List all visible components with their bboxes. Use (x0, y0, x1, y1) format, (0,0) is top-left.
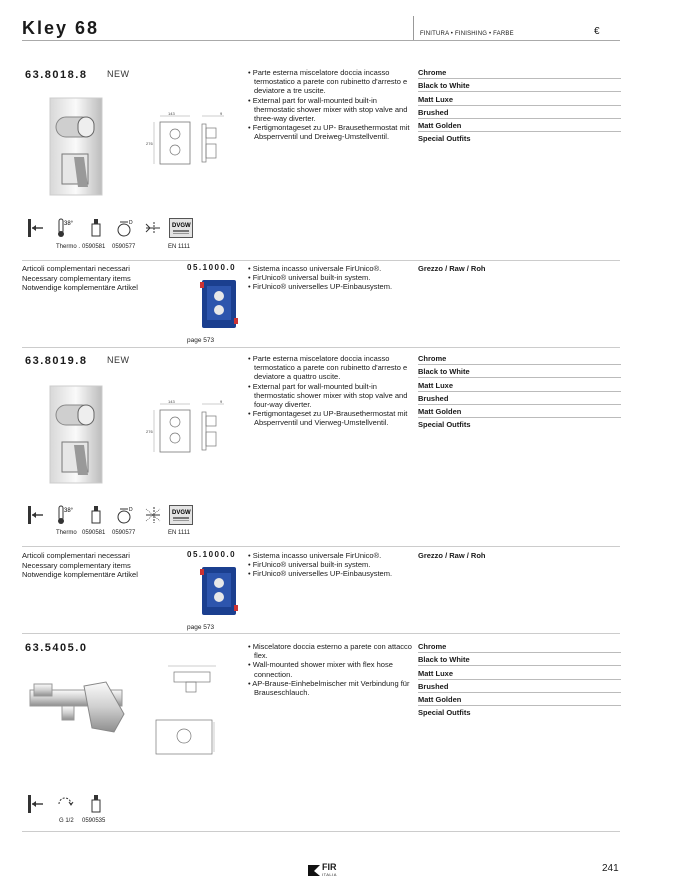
complementary-desc-de: • FirUnico® universelles UP-Einbausystem. (248, 282, 393, 292)
finish-item: Black to White (418, 80, 621, 92)
diverter-icon (116, 218, 134, 238)
complementary-label-it: Articoli complementari necessari (22, 551, 130, 560)
complementary-labels (22, 551, 138, 580)
finish-item: Special Outfits (418, 708, 471, 718)
svg-text:DVGW: DVGW (172, 510, 191, 516)
finish-item: Chrome (418, 67, 621, 79)
svg-text:38°: 38° (64, 508, 74, 514)
complementary-label-it: Articoli complementari necessari (22, 264, 130, 273)
fir-logo-icon (307, 863, 321, 877)
page-reference: page 573 (187, 337, 215, 344)
description-it: • Parte esterna miscelatore doccia incasso termostatico a parete con rubinetto d'arresto e deviatore a quattro uscite. (248, 354, 408, 382)
finish-item: Matt Golden (418, 694, 621, 706)
dvgw-certification-icon (169, 505, 193, 525)
page-title: Kley 68 (22, 18, 100, 38)
complementary-desc-en: • FirUnico® universal built-in system. (248, 273, 371, 283)
firunico-box-image (200, 278, 238, 330)
thermo-label: Thermo . (56, 244, 81, 250)
new-badge: NEW (107, 355, 130, 365)
product-image-thermostat-4way (48, 385, 104, 485)
description-de: • AP-Brause-Einhebelmischer mit Verbindung für Brauseschlauch. (248, 678, 410, 698)
dim-height: 276 (146, 429, 153, 434)
product-code: 63.8019.8 (25, 355, 88, 367)
norm-label: EN 1111 (168, 244, 191, 250)
new-badge: NEW (107, 69, 130, 79)
description-en: • External part for wall-mounted built-in thermostatic shower mixer with stop valve and four-way diverter. (248, 381, 408, 410)
finish-item: Black to White (418, 654, 621, 666)
description-it: • Miscelatore doccia esterno a parete con attacco flex. (248, 642, 412, 661)
description-en: • External part for wall-mounted built-in thermostatic shower mixer with stop valve and three-way diverter. (248, 95, 408, 124)
accessory-code: 0590577 (112, 244, 136, 250)
norm-label: EN 1111 (168, 530, 191, 536)
complementary-finish: Grezzo / Raw / Roh (418, 264, 486, 273)
cartridge-icon (87, 505, 105, 525)
product-image-thermostat-3way (48, 97, 104, 197)
page-number: 241 (602, 863, 619, 874)
dim-height: 276 (146, 141, 153, 146)
technical-drawing (146, 398, 230, 458)
dim-width: 143 (168, 399, 175, 404)
logo-text: FIR (322, 862, 337, 872)
finish-list (418, 67, 621, 146)
cartridge-icon (87, 794, 105, 814)
product-image-wall-mixer (24, 678, 130, 748)
svg-text:DVGW: DVGW (172, 223, 191, 229)
header-divider (413, 16, 414, 40)
svg-text:D: D (129, 507, 133, 513)
thermometer-icon (53, 505, 74, 525)
complementary-code: 05.1000.0 (187, 263, 237, 272)
description-de: • Fertigmontageset zu UP- Brausethermostat mit Absperrventil und Dreiweg-Umstellventil. (248, 123, 410, 142)
description-it: • Parte esterna miscelatore doccia incasso termostatico a parete con rubinetto d'arresto e deviatore a tre uscite. (248, 68, 408, 96)
dim-depth: 9 (220, 399, 223, 404)
accessory-code: 0590577 (112, 530, 136, 536)
complementary-label-en: Necessary complementary items (22, 273, 131, 283)
complementary-description (248, 551, 414, 579)
complementary-desc-de: • FirUnico® universelles UP-Einbausystem. (248, 569, 393, 579)
four-way-icon (144, 505, 162, 525)
complementary-label-de: Notwendige komplementäre Artikel (22, 283, 138, 292)
wall-mounted-icon (26, 794, 44, 814)
finish-list (418, 641, 621, 720)
section-divider (22, 347, 620, 348)
complementary-desc-it: • Sistema incasso universale FirUnico®. (248, 264, 382, 273)
finish-item: Matt Luxe (418, 94, 621, 106)
finishing-label: FINITURA • FINISHING • FARBE (420, 31, 514, 37)
fir-logo (307, 862, 337, 878)
finish-list (418, 353, 621, 432)
firunico-box-image (200, 565, 238, 617)
thermometer-icon (53, 218, 74, 238)
section-divider (22, 831, 620, 832)
thermo-label: Thermo (56, 530, 77, 536)
cartridge-icon (87, 218, 105, 238)
three-way-icon (144, 218, 162, 238)
wall-mounted-icon (26, 505, 44, 525)
finish-item: Special Outfits (418, 134, 471, 144)
finish-item: Brushed (418, 107, 621, 119)
page-reference: page 573 (187, 624, 215, 631)
description-en: • Wall-mounted shower mixer with flex hose connection. (248, 660, 393, 679)
svg-text:D: D (129, 220, 133, 226)
finish-item: Brushed (418, 681, 621, 693)
finish-item: Matt Golden (418, 120, 621, 132)
complementary-finish: Grezzo / Raw / Roh (418, 551, 486, 560)
accessory-code: 0590581 (82, 530, 106, 536)
product-description (248, 68, 414, 142)
description-de: • Fertigmontageset zu UP-Brausethermostat mit Absperrventil und Vierweg-Umstellventil. (248, 409, 408, 428)
finish-item: Black to White (418, 366, 621, 378)
header-rule (22, 40, 620, 41)
dvgw-certification-icon (169, 218, 193, 238)
product-code: 63.5405.0 (25, 642, 88, 654)
complementary-description (248, 264, 414, 292)
complementary-label-de: Notwendige komplementäre Artikel (22, 570, 138, 579)
complementary-desc-en: • FirUnico® universal built-in system. (248, 560, 371, 570)
finish-item: Special Outfits (418, 420, 471, 430)
accessory-code: 0590535 (82, 818, 106, 824)
product-code: 63.8018.8 (25, 69, 88, 81)
connection-size: G 1/2 (59, 818, 74, 824)
section-divider (22, 546, 620, 547)
product-description (248, 354, 414, 428)
technical-drawing (146, 110, 230, 170)
product-description (248, 642, 414, 697)
finish-item: Matt Luxe (418, 380, 621, 392)
section-divider (22, 260, 620, 261)
technical-drawing (150, 656, 230, 756)
diverter-icon (116, 505, 134, 525)
dim-depth: 9 (220, 111, 223, 116)
section-divider (22, 633, 620, 634)
accessory-code: 0590581 (82, 244, 106, 250)
dim-width: 143 (168, 111, 175, 116)
svg-text:38°: 38° (64, 221, 74, 227)
finish-item: Brushed (418, 393, 621, 405)
finish-item: Chrome (418, 641, 621, 653)
flex-connection-icon (56, 794, 74, 814)
finish-item: Matt Golden (418, 406, 621, 418)
finish-item: Chrome (418, 353, 621, 365)
wall-mounted-icon (26, 218, 44, 238)
logo-sub: ITALIA (322, 872, 337, 877)
complementary-code: 05.1000.0 (187, 550, 237, 559)
currency-symbol: € (594, 26, 600, 37)
complementary-desc-it: • Sistema incasso universale FirUnico®. (248, 551, 382, 560)
finish-item: Matt Luxe (418, 668, 621, 680)
complementary-labels (22, 264, 138, 293)
complementary-label-en: Necessary complementary items (22, 560, 131, 570)
